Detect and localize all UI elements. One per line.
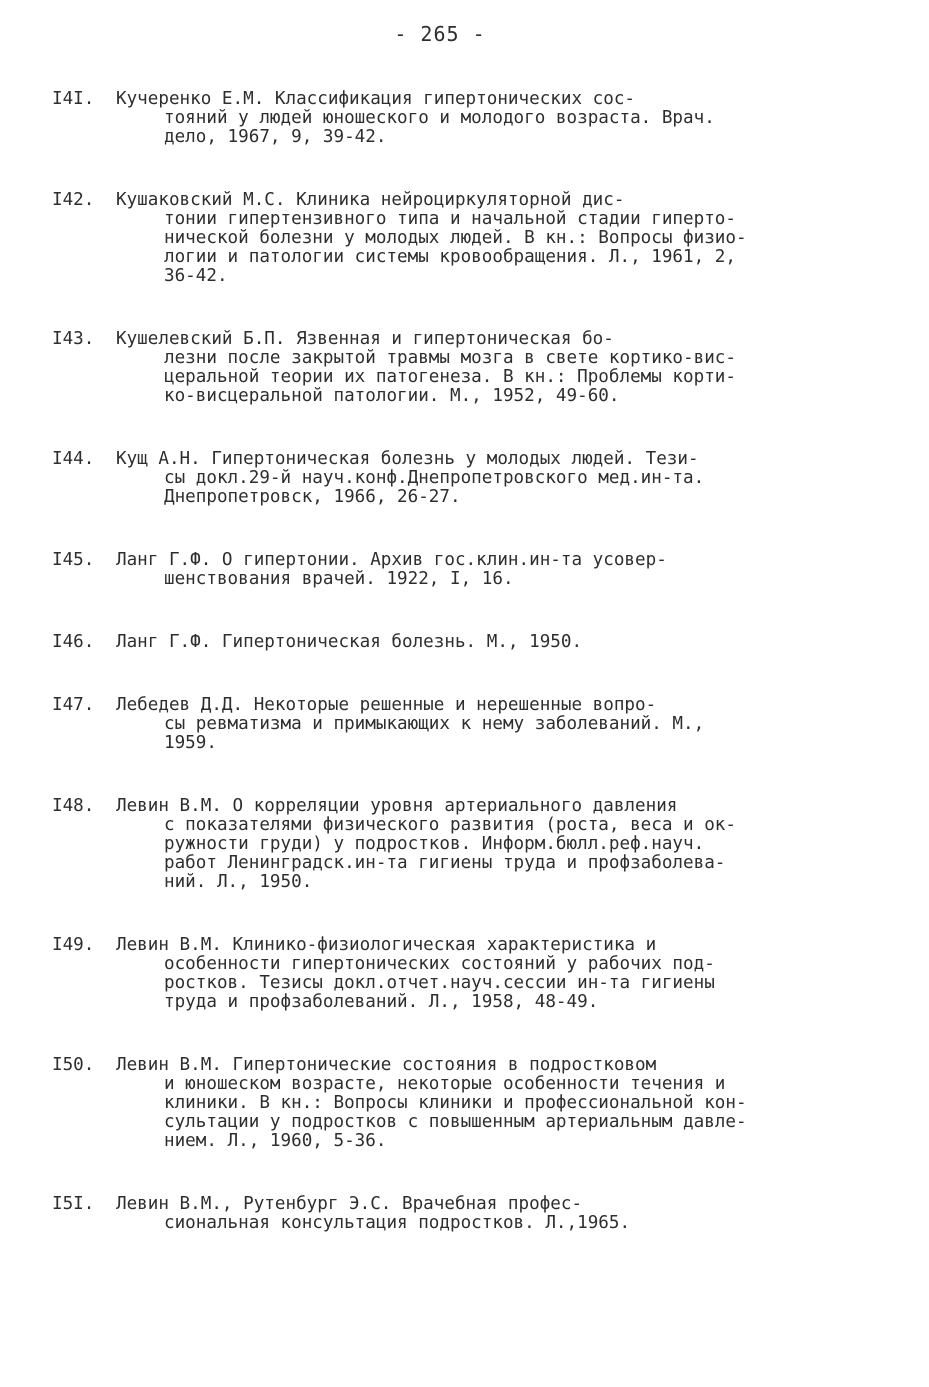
reference-line: Кущ А.Н. Гипертоническая болезнь у молодых людей. Тези-	[116, 449, 699, 469]
reference-entry	[52, 696, 882, 753]
reference-text	[116, 90, 882, 147]
reference-text	[116, 191, 882, 286]
reference-number: I49.	[52, 935, 95, 955]
reference-number: I47.	[52, 695, 95, 715]
reference-text	[116, 330, 882, 406]
reference-line: 36-42.	[164, 266, 228, 286]
reference-entry	[52, 1195, 882, 1233]
reference-list	[52, 90, 882, 1277]
reference-line: лезни после закрытой травмы мозга в свете кортико-вис-	[164, 348, 736, 368]
reference-line: ний. Л., 1950.	[164, 872, 313, 892]
reference-number: I48.	[52, 796, 95, 816]
reference-line: и юношеском возрасте, некоторые особенности течения и	[164, 1074, 726, 1094]
reference-line: сультации у подростков с повышенным артериальным давле-	[164, 1112, 747, 1132]
reference-line: тонии гипертензивного типа и начальной стадии гиперто-	[164, 209, 736, 229]
reference-number: I43.	[52, 329, 95, 349]
reference-line: церальной теории их патогенеза. В кн.: Проблемы корти-	[164, 367, 736, 387]
reference-line: 1959.	[164, 733, 217, 753]
reference-number: I46.	[52, 632, 95, 652]
reference-entry	[52, 330, 882, 406]
reference-number: I45.	[52, 550, 95, 570]
reference-entry	[52, 450, 882, 507]
reference-line: нической болезни у молодых людей. В кн.: Вопросы физио-	[164, 228, 747, 248]
reference-line: Левин В.М. Гипертонические состояния в подростковом	[116, 1055, 657, 1075]
reference-line: ружности груди) у подростков. Информ.бюлл.реф.науч.	[164, 834, 705, 854]
reference-line: Левин В.М., Рутенбург Э.С. Врачебная профес-	[116, 1194, 583, 1214]
reference-line: Левин В.М. Клинико-физиологическая характеристика и	[116, 935, 657, 955]
reference-text	[116, 551, 882, 589]
reference-text	[116, 797, 882, 892]
reference-number: I50.	[52, 1055, 95, 1075]
reference-line: нием. Л., 1960, 5-36.	[164, 1131, 387, 1151]
reference-text	[116, 696, 882, 753]
reference-text	[116, 450, 882, 507]
reference-line: Ланг Г.Ф. О гипертонии. Архив гос.клин.ин-та усовер-	[116, 550, 667, 570]
page-number: - 265 -	[394, 22, 486, 46]
reference-entry	[52, 191, 882, 286]
reference-line: особенности гипертонических состояний у рабочих под-	[164, 954, 715, 974]
reference-line: тояний у людей юношеского и молодого возраста. Врач.	[164, 108, 715, 128]
reference-line: шенствования врачей. 1922, I, 16.	[164, 569, 514, 589]
reference-text	[116, 1056, 882, 1151]
reference-line: сы ревматизма и примыкающих к нему заболеваний. М.,	[164, 714, 705, 734]
reference-text	[116, 633, 882, 652]
reference-line: Кучеренко Е.М. Классификация гипертонических сос-	[116, 89, 636, 109]
reference-line: работ Ленинградск.ин-та гигиены труда и профзаболева-	[164, 853, 726, 873]
reference-number: I44.	[52, 449, 95, 469]
reference-entry	[52, 1056, 882, 1151]
reference-number: I42.	[52, 190, 95, 210]
reference-line: Кушаковский М.С. Клиника нейроциркуляторной дис-	[116, 190, 625, 210]
reference-line: дело, 1967, 9, 39-42.	[164, 127, 387, 147]
reference-line: сиональная консультация подростков. Л.,1965.	[164, 1213, 631, 1233]
reference-line: Днепропетровск, 1966, 26-27.	[164, 487, 461, 507]
reference-line: ростков. Тезисы докл.отчет.науч.сессии ин-та гигиены	[164, 973, 715, 993]
reference-line: труда и профзаболеваний. Л., 1958, 48-49.	[164, 992, 599, 1012]
reference-line: Кушелевский Б.П. Язвенная и гипертоническая бо-	[116, 329, 614, 349]
reference-entry	[52, 551, 882, 589]
reference-entry	[52, 633, 882, 652]
reference-number: I5I.	[52, 1194, 95, 1214]
reference-line: Левин В.М. О корреляции уровня артериального давления	[116, 796, 678, 816]
reference-number: I4I.	[52, 89, 95, 109]
reference-text	[116, 936, 882, 1012]
reference-entry	[52, 90, 882, 147]
reference-line: с показателями физического развития (роста, веса и ок-	[164, 815, 736, 835]
reference-line: логии и патологии системы кровообращения. Л., 1961, 2,	[164, 247, 736, 267]
reference-entry	[52, 797, 882, 892]
reference-line: сы докл.29-й науч.конф.Днепропетровского мед.ин-та.	[164, 468, 705, 488]
reference-text	[116, 1195, 882, 1233]
reference-line: Ланг Г.Ф. Гипертоническая болезнь. М., 1950.	[116, 632, 583, 652]
reference-entry	[52, 936, 882, 1012]
reference-line: ко-висцеральной патологии. М., 1952, 49-60.	[164, 386, 620, 406]
reference-line: клиники. В кн.: Вопросы клиники и профессиональной кон-	[164, 1093, 747, 1113]
reference-line: Лебедев Д.Д. Некоторые решенные и нерешенные вопро-	[116, 695, 657, 715]
